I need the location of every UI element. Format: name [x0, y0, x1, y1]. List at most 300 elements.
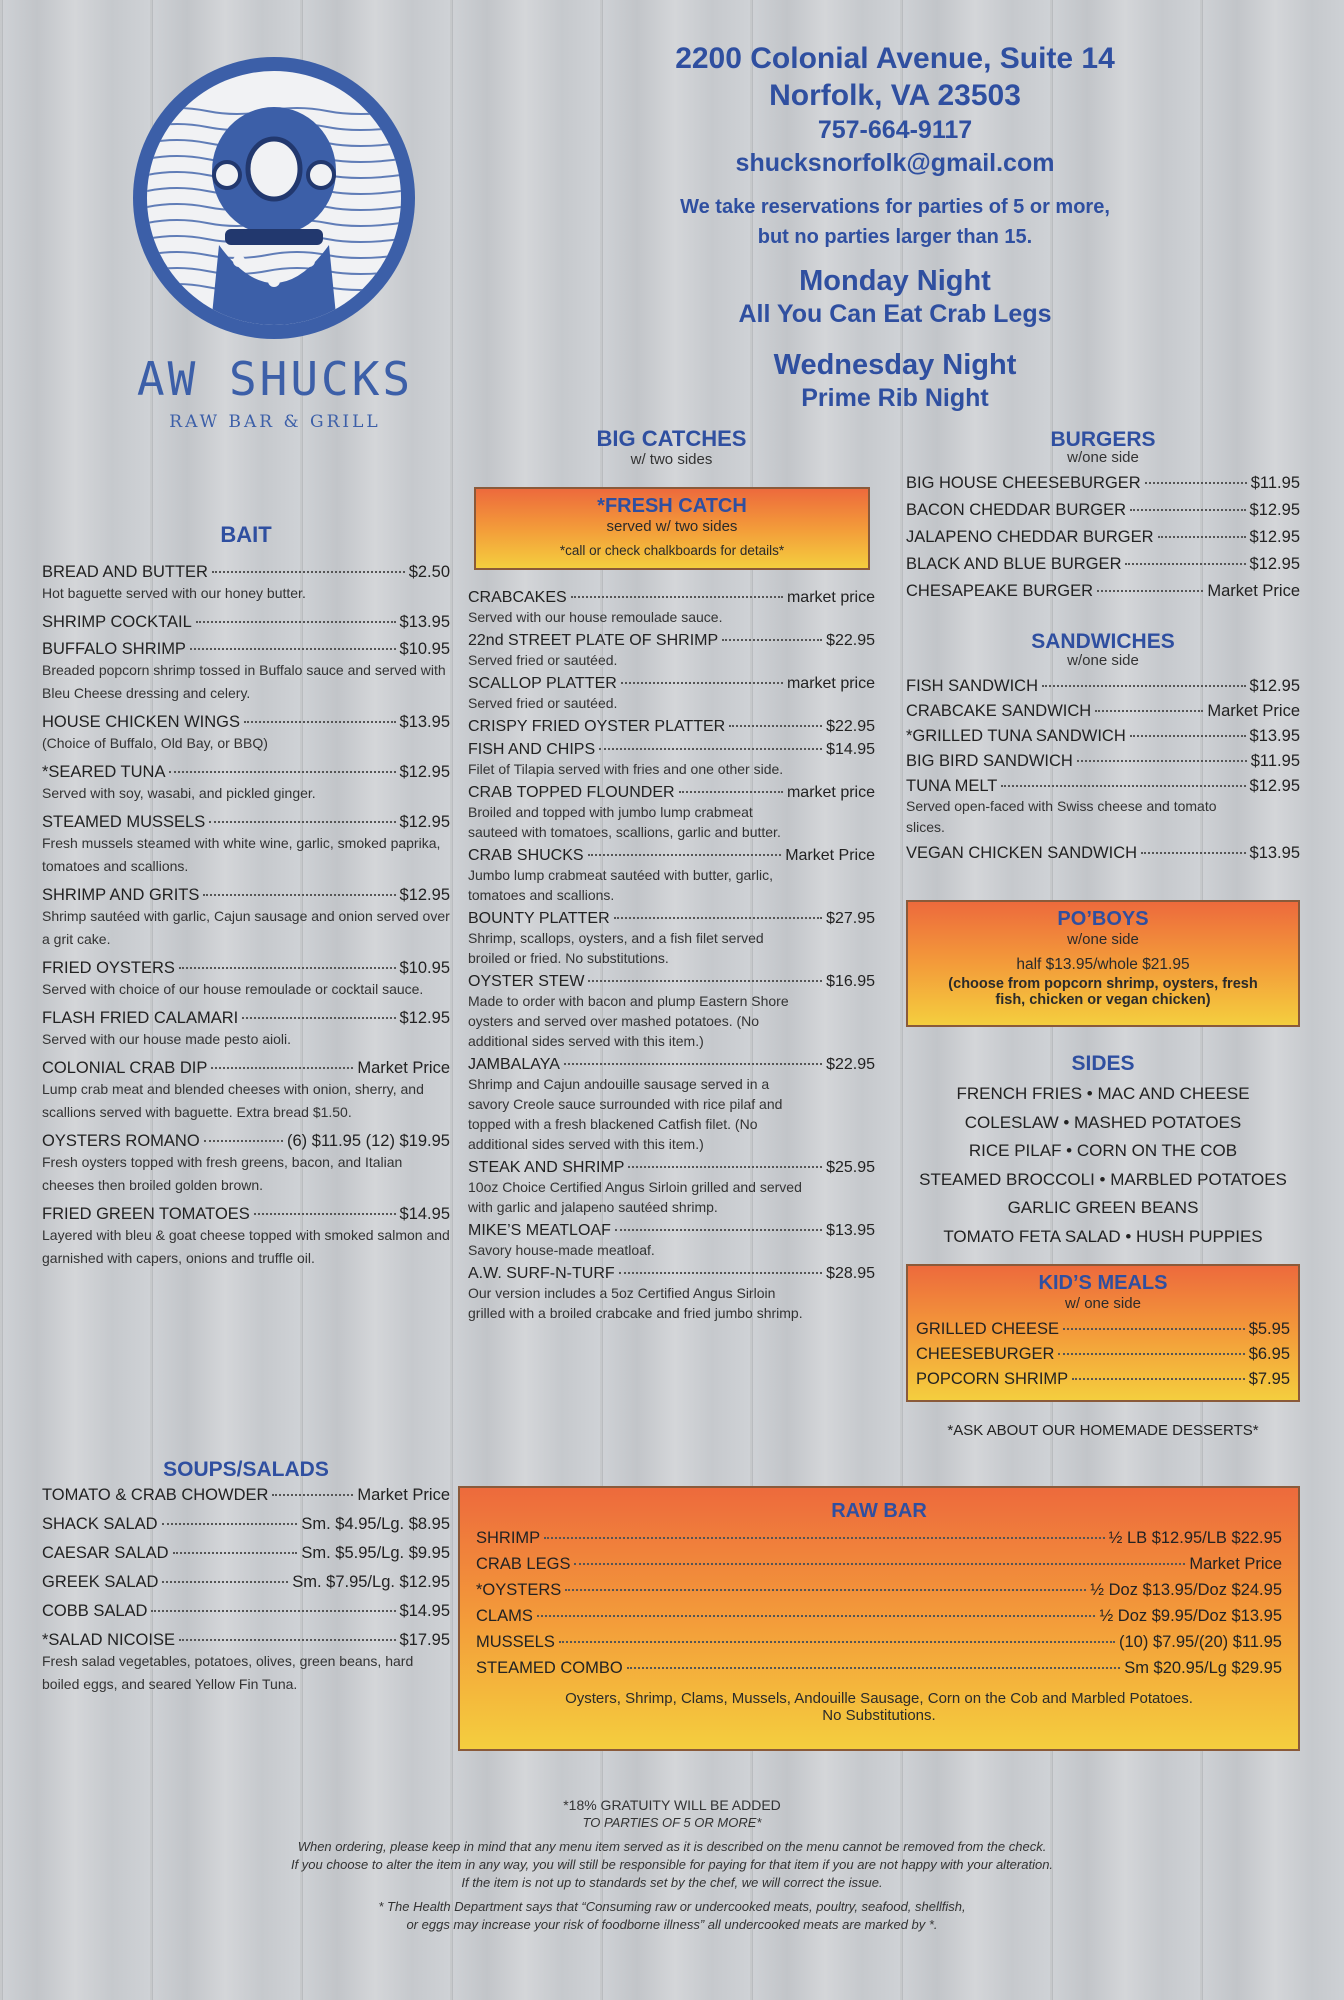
menu-item-name: MUSSELS — [476, 1633, 555, 1651]
menu-item-description: Savory house-made meatloaf. — [468, 1242, 655, 1258]
menu-item-description: Served with soy, wasabi, and pickled ginger. — [42, 785, 316, 801]
logo-tagline: RAW BAR & GRILL — [169, 412, 381, 432]
menu-item-line — [906, 528, 1300, 547]
menu-item-name: COLONIAL CRAB DIP — [42, 1059, 208, 1077]
menu-item-price: $12.95 — [399, 1009, 450, 1027]
dot-leader — [162, 1581, 288, 1583]
sides-line: FRENCH FRIES • MAC AND CHEESE — [956, 1084, 1250, 1103]
dot-leader — [729, 725, 822, 727]
menu-item-price: $13.95 — [826, 1222, 875, 1239]
dot-leader — [628, 1166, 822, 1168]
menu-item-description: Served with choice of our house remoulade or cocktail sauce. — [42, 981, 424, 997]
menu-item-line — [906, 501, 1300, 520]
dot-leader — [1097, 590, 1203, 592]
menu-item — [906, 702, 1300, 721]
menu-item-name: STEAMED COMBO — [476, 1659, 623, 1677]
policy-line-3: If the item is not up to standards set by the chef, we will correct the issue. — [461, 1875, 883, 1890]
footer — [100, 1796, 1244, 1934]
dot-leader — [1125, 563, 1245, 565]
menu-item-description: Fresh oysters topped with fresh greens, bacon, and Italian cheeses then broiled golden brown. — [42, 1154, 403, 1193]
menu-item-price: $10.95 — [399, 959, 450, 977]
menu-item-description: Shrimp and Cajun andouille sausage served in a savory Creole sauce surrounded with rice pilaf and topped with a fresh blackened Catfish filet. (No additional sides served with this item.) — [468, 1076, 783, 1152]
menu-item — [906, 844, 1300, 863]
menu-item — [476, 1529, 1282, 1548]
sides-line: COLESLAW • MASHED POTATOES — [964, 1112, 1242, 1132]
menu-item-line — [476, 1581, 1282, 1600]
menu-item-name: GREEK SALAD — [42, 1573, 159, 1591]
menu-item-description: Served with our house remoulade sauce. — [468, 609, 723, 625]
menu-item-line — [468, 784, 875, 802]
logo-badge — [133, 57, 415, 339]
menu-item-price: $11.95 — [1250, 474, 1300, 492]
menu-item-line — [42, 813, 450, 832]
reservations-line-2: but no parties larger than 15. — [757, 226, 1033, 248]
menu-item-price: $7.95 — [1248, 1370, 1290, 1388]
dot-leader — [1001, 785, 1245, 787]
health-line-1: * The Health Department says that “Consuming raw or undercooked meats, poultry, seafood, shellfish, — [378, 1899, 966, 1914]
menu-item-description: Fresh salad vegetables, potatoes, olives, green beans, hard boiled eggs, and seared Yellow Fin Tuna. — [42, 1653, 414, 1692]
menu-item-description: Lump crab meat and blended cheeses with onion, sherry, and scallions served with baguette. Extra bread $1.50. — [42, 1081, 424, 1120]
menu-item-price: market price — [786, 784, 875, 801]
bait-list — [42, 563, 450, 1278]
menu-item-name: CRISPY FRIED OYSTER PLATTER — [468, 718, 726, 735]
dot-leader — [169, 771, 395, 773]
menu-item-name: *SALAD NICOISE — [42, 1631, 175, 1649]
menu-item-price: $16.95 — [826, 973, 875, 990]
menu-item — [906, 777, 1300, 838]
menu-item-name: CRAB SHUCKS — [468, 847, 584, 864]
menu-item-line — [476, 1659, 1282, 1678]
dot-leader — [212, 571, 405, 573]
burgers-heading: BURGERS — [1050, 428, 1156, 451]
raw-bar-title: RAW BAR — [831, 1500, 927, 1522]
menu-item-name: JALAPENO CHEDDAR BURGER — [906, 528, 1154, 546]
menu-item-name: CRAB TOPPED FLOUNDER — [468, 784, 675, 801]
menu-item-name: CAESAR SALAD — [42, 1544, 169, 1562]
wednesday-title: Wednesday Night — [773, 349, 1017, 381]
menu-item-price: $11.95 — [1250, 752, 1300, 770]
dot-leader — [211, 1067, 353, 1069]
menu-item — [42, 813, 450, 878]
menu-item — [906, 727, 1300, 746]
address-line-1: 2200 Colonial Avenue, Suite 14 — [675, 42, 1115, 75]
menu-item-description: Shrimp sautéed with garlic, Cajun sausage and onion served over a grit cake. — [42, 908, 450, 947]
menu-item — [42, 1515, 450, 1534]
menu-item — [468, 1222, 875, 1260]
menu-item-name: SCALLOP PLATTER — [468, 675, 617, 692]
menu-item-name: *SEARED TUNA — [42, 763, 166, 781]
dot-leader — [272, 1494, 353, 1496]
dot-leader — [1145, 482, 1247, 484]
menu-item-name: FISH AND CHIPS — [468, 741, 596, 758]
raw-bar-list — [476, 1529, 1282, 1678]
menu-item-line — [42, 1631, 450, 1650]
soups-salads-list — [42, 1486, 450, 1706]
menu-item-name: CRABCAKES — [468, 589, 567, 606]
poboys-title: PO’BOYS — [1057, 908, 1149, 930]
menu-item-line — [906, 844, 1300, 863]
menu-item-name: TUNA MELT — [906, 777, 998, 795]
menu-item-line — [916, 1345, 1290, 1364]
dot-leader — [588, 854, 782, 856]
menu-item-line — [476, 1529, 1282, 1548]
menu-item — [42, 1205, 450, 1270]
menu-item — [468, 675, 875, 713]
menu-item-name: OYSTERS ROMANO — [42, 1132, 200, 1150]
dot-leader — [537, 1615, 1096, 1617]
menu-item-line — [42, 563, 450, 582]
menu-item-name: SHRIMP — [476, 1529, 541, 1547]
menu-item-line — [906, 677, 1300, 696]
menu-item — [468, 1056, 875, 1154]
monday-title: Monday Night — [799, 265, 991, 297]
sides-line: STEAMED BROCCOLI • MARBLED POTATOES — [919, 1169, 1287, 1189]
diver-helmet-icon — [147, 71, 401, 325]
poboys-sub: w/one side — [1067, 931, 1139, 948]
menu-item-description: Served fried or sautéed. — [468, 695, 618, 711]
dot-leader — [1158, 536, 1246, 538]
menu-item — [906, 528, 1300, 547]
policy-line-2: If you choose to alter the item in any way, you will still be responsible for paying for that item if you are not happy with your alteration. — [290, 1857, 1054, 1872]
menu-item-price: Market Price — [1189, 1555, 1282, 1573]
menu-item — [468, 1265, 875, 1323]
sides-heading: SIDES — [1071, 1052, 1135, 1075]
menu-item-line — [468, 847, 875, 865]
dot-leader — [1130, 735, 1246, 737]
menu-item-line — [468, 718, 875, 736]
dot-leader — [722, 639, 822, 641]
menu-item-name: FLASH FRIED CALAMARI — [42, 1009, 239, 1027]
menu-item-description: Jumbo lump crabmeat sautéed with butter, garlic, tomatoes and scallions. — [468, 867, 774, 903]
menu-item-price: $14.95 — [399, 1205, 450, 1223]
dot-leader — [1141, 852, 1246, 854]
sandwiches-heading: SANDWICHES — [1031, 630, 1175, 653]
menu-item — [42, 1631, 450, 1696]
menu-item-price: (10) $7.95/(20) $11.95 — [1119, 1633, 1282, 1651]
menu-item-line — [42, 1515, 450, 1534]
menu-item-price: $5.95 — [1248, 1320, 1290, 1338]
menu-item — [906, 555, 1300, 574]
menu-item-description: Filet of Tilapia served with fries and one other side. — [468, 761, 784, 777]
menu-item-price: $6.95 — [1248, 1345, 1290, 1363]
wednesday-special: Prime Rib Night — [801, 384, 989, 412]
logo-brand-name: AW SHUCKS — [136, 352, 414, 406]
menu-item-name: HOUSE CHICKEN WINGS — [42, 713, 241, 731]
raw-bar-box — [458, 1486, 1300, 1751]
menu-item-price: ½ Doz $13.95/Doz $24.95 — [1090, 1581, 1282, 1599]
menu-item-description: Served with our house made pesto aioli. — [42, 1031, 292, 1047]
menu-item — [42, 763, 450, 805]
menu-item-line — [468, 1159, 875, 1177]
menu-item — [468, 847, 875, 905]
menu-item-name: BIG BIRD SANDWICH — [906, 752, 1073, 770]
menu-item — [468, 632, 875, 670]
menu-item-name: CHEESEBURGER — [916, 1345, 1055, 1363]
menu-item-price: $13.95 — [1249, 844, 1300, 862]
raw-bar-note-2: No Substitutions. — [822, 1707, 936, 1724]
menu-item — [468, 910, 875, 968]
menu-item-price: $25.95 — [826, 1159, 875, 1176]
menu-item — [42, 1573, 450, 1592]
menu-item-name: 22nd STREET PLATE OF SHRIMP — [468, 632, 719, 649]
menu-item-line — [906, 555, 1300, 574]
menu-item-name: SHRIMP COCKTAIL — [42, 613, 192, 631]
poboys-box — [906, 900, 1300, 1027]
dot-leader — [244, 721, 396, 723]
menu-item-price: $22.95 — [826, 632, 875, 649]
menu-item-price: $10.95 — [399, 640, 450, 658]
menu-item-line — [468, 675, 875, 693]
fresh-catch-note: *call or check chalkboards for details* — [559, 543, 785, 558]
menu-item-description: Fresh mussels steamed with white wine, garlic, smoked paprika, tomatoes and scallions. — [42, 835, 441, 874]
menu-item — [476, 1633, 1282, 1652]
desserts-note: *ASK ABOUT OUR HOMEMADE DESSERTS* — [947, 1422, 1259, 1439]
menu-item-name: STEAK AND SHRIMP — [468, 1159, 625, 1176]
menu-item — [42, 1009, 450, 1051]
monday-special: All You Can Eat Crab Legs — [738, 300, 1052, 328]
menu-item-price: $28.95 — [826, 1265, 875, 1282]
menu-item-price: Sm. $5.95/Lg. $9.95 — [301, 1544, 450, 1562]
dot-leader — [1077, 760, 1247, 762]
dot-leader — [1130, 509, 1246, 511]
menu-item — [468, 741, 875, 779]
menu-item-price: Market Price — [1207, 702, 1300, 720]
menu-item-line — [468, 973, 875, 991]
menu-item-name: CLAMS — [476, 1607, 533, 1625]
menu-item-price: Market Price — [357, 1059, 450, 1077]
menu-item — [468, 589, 875, 627]
gratuity-line-2: TO PARTIES OF 5 OR MORE* — [582, 1815, 762, 1830]
menu-item — [42, 613, 450, 632]
dot-leader — [559, 1641, 1115, 1643]
menu-item — [476, 1607, 1282, 1626]
menu-item-price: $13.95 — [399, 713, 450, 731]
menu-item — [916, 1345, 1290, 1364]
menu-item-price: $12.95 — [399, 886, 450, 904]
menu-item-price: $2.50 — [408, 563, 450, 581]
menu-item-price: $12.95 — [1249, 555, 1300, 573]
menu-item-line — [42, 1132, 450, 1151]
dot-leader — [627, 1667, 1121, 1669]
menu-item-name: TOMATO & CRAB CHOWDER — [42, 1486, 269, 1504]
sides-line: RICE PILAF • CORN ON THE COB — [968, 1141, 1238, 1160]
menu-item — [906, 501, 1300, 520]
menu-item — [42, 1059, 450, 1124]
sandwiches-list — [906, 677, 1300, 869]
menu-item-name: CHESAPEAKE BURGER — [906, 582, 1094, 600]
menu-item-line — [42, 640, 450, 659]
menu-item-description: Made to order with bacon and plump Eastern Shore oysters and served over mashed potatoes. (No additional sides served with this item.) — [468, 993, 789, 1049]
dot-leader — [254, 1213, 396, 1215]
menu-item-name: A.W. SURF-N-TURF — [468, 1265, 615, 1282]
menu-item-price: $17.95 — [399, 1631, 450, 1649]
big-catches-list — [468, 589, 875, 1328]
big-catches-sub: w/ two sides — [630, 451, 713, 468]
menu-item-price: $14.95 — [826, 741, 875, 758]
menu-item-name: FRIED GREEN TOMATOES — [42, 1205, 250, 1223]
menu-item-line — [42, 959, 450, 978]
menu-item-description: Served fried or sautéed. — [468, 652, 618, 668]
menu-item-description: Served open-faced with Swiss cheese and tomato slices. — [906, 798, 1217, 835]
menu-item-name: BREAD AND BUTTER — [42, 563, 208, 581]
menu-item-line — [468, 589, 875, 607]
menu-item-name: OYSTER STEW — [468, 973, 585, 990]
dot-leader — [679, 791, 783, 793]
gratuity-line-1: *18% GRATUITY WILL BE ADDED — [563, 1797, 781, 1813]
menu-item-description: Broiled and topped with jumbo lump crabmeat sauteed with tomatoes, scallions, garlic and butter. — [468, 804, 781, 840]
menu-item-description: (Choice of Buffalo, Old Bay, or BBQ) — [42, 735, 268, 751]
menu-item-price: $22.95 — [826, 1056, 875, 1073]
menu-item-price: $13.95 — [1249, 727, 1300, 745]
menu-item-line — [42, 1544, 450, 1563]
dot-leader — [599, 748, 822, 750]
email-address[interactable]: shucksnorfolk@gmail.com — [735, 149, 1055, 177]
phone-number[interactable]: 757-664-9117 — [817, 116, 973, 144]
menu-item-line — [42, 763, 450, 782]
dot-leader — [179, 967, 396, 969]
dot-leader — [621, 682, 783, 684]
menu-item-line — [906, 727, 1300, 746]
raw-bar-note-1: Oysters, Shrimp, Clams, Mussels, Andouille Sausage, Corn on the Cob and Marbled Potatoes. — [565, 1690, 1193, 1707]
dot-leader — [196, 621, 396, 623]
menu-item — [468, 973, 875, 1051]
menu-item-description: Layered with bleu & goat cheese topped with smoked salmon and garnished with capers, onions and truffle oil. — [42, 1227, 450, 1266]
menu-item-price: $22.95 — [826, 718, 875, 735]
dot-leader — [1095, 710, 1203, 712]
menu-item — [42, 1132, 450, 1197]
policy-line-1: When ordering, please keep in mind that any menu item served as it is described on the menu cannot be removed from the check. — [297, 1839, 1047, 1854]
menu-item — [476, 1555, 1282, 1574]
dot-leader — [1063, 1328, 1245, 1330]
burgers-list — [906, 474, 1300, 609]
dot-leader — [1042, 685, 1246, 687]
menu-item-name: BUFFALO SHRIMP — [42, 640, 186, 658]
menu-item-line — [468, 632, 875, 650]
menu-item-line — [42, 1059, 450, 1078]
dot-leader — [209, 821, 395, 823]
menu-item-name: *GRILLED TUNA SANDWICH — [906, 727, 1126, 745]
dot-leader — [564, 1063, 822, 1065]
menu-item-line — [916, 1320, 1290, 1339]
menu-item-name: GRILLED CHEESE — [916, 1320, 1060, 1338]
menu-item-price: Sm $20.95/Lg $29.95 — [1124, 1659, 1282, 1677]
soups-salads-heading: SOUPS/SALADS — [163, 1458, 329, 1481]
dot-leader — [614, 917, 822, 919]
dot-leader — [173, 1552, 298, 1554]
menu-item-price: Market Price — [357, 1486, 450, 1504]
menu-item-name: STEAMED MUSSELS — [42, 813, 206, 831]
menu-item-price: $27.95 — [826, 910, 875, 927]
menu-item-name: BOUNTY PLATTER — [468, 910, 610, 927]
menu-item-name: CRAB LEGS — [476, 1555, 571, 1573]
menu-item-line — [42, 886, 450, 905]
menu-item — [42, 713, 450, 755]
menu-item-name: SHRIMP AND GRITS — [42, 886, 200, 904]
menu-item — [42, 1544, 450, 1563]
menu-item-description: Hot baguette served with our honey butter. — [42, 585, 306, 601]
big-catches-heading: BIG CATCHES — [596, 426, 747, 451]
menu-item-name: MIKE’S MEATLOAF — [468, 1222, 611, 1239]
menu-item-name: COBB SALAD — [42, 1602, 148, 1620]
dot-leader — [574, 1563, 1185, 1565]
menu-item-price: $12.95 — [399, 813, 450, 831]
menu-item-description: Our version includes a 5oz Certified Angus Sirloin grilled with a broiled crabcake and fried jumbo shrimp. — [468, 1285, 803, 1321]
menu-item-description: Breaded popcorn shrimp tossed in Buffalo sauce and served with Bleu Cheese dressing and celery. — [42, 662, 446, 701]
dot-leader — [1072, 1378, 1245, 1380]
kids-meals-title: KID’S MEALS — [1038, 1272, 1168, 1294]
menu-item — [468, 784, 875, 842]
fresh-catch-sub: served w/ two sides — [606, 518, 738, 535]
menu-item-name: *OYSTERS — [476, 1581, 562, 1599]
menu-item-price: $12.95 — [1249, 677, 1300, 695]
menu-item-name: FRIED OYSTERS — [42, 959, 175, 977]
sides-line: GARLIC GREEN BEANS — [1007, 1198, 1199, 1217]
menu-item — [906, 474, 1300, 493]
menu-item-line — [906, 777, 1300, 796]
bait-heading: BAIT — [220, 522, 272, 547]
dot-leader — [203, 894, 395, 896]
fresh-catch-box — [474, 487, 870, 570]
menu-item-name: SHACK SALAD — [42, 1515, 158, 1533]
dot-leader — [179, 1639, 396, 1641]
menu-item-name: FISH SANDWICH — [906, 677, 1038, 695]
menu-item-price: market price — [786, 589, 875, 606]
menu-item-line — [476, 1555, 1282, 1574]
menu-item — [916, 1370, 1290, 1389]
menu-item-price: Sm. $4.95/Lg. $8.95 — [301, 1515, 450, 1533]
menu-item — [42, 1602, 450, 1621]
poboys-price: half $13.95/whole $21.95 — [1016, 956, 1190, 973]
menu-item-price: $14.95 — [399, 1602, 450, 1620]
menu-item — [476, 1581, 1282, 1600]
menu-item — [476, 1659, 1282, 1678]
menu-item — [916, 1320, 1290, 1339]
dot-leader — [615, 1229, 822, 1231]
menu-item-name: VEGAN CHICKEN SANDWICH — [906, 844, 1138, 862]
menu-item — [42, 959, 450, 1001]
menu-item-price: Market Price — [785, 847, 875, 864]
menu-item-line — [42, 1602, 450, 1621]
menu-item-name: JAMBALAYA — [468, 1056, 560, 1073]
dot-leader — [1058, 1353, 1244, 1355]
menu-item — [42, 640, 450, 705]
menu-item-price: $12.95 — [1249, 777, 1300, 795]
menu-item-description: 10oz Choice Certified Angus Sirloin grilled and served with garlic and jalapeno sautéed shrimp. — [468, 1179, 802, 1215]
menu-item-name: BIG HOUSE CHEESEBURGER — [906, 474, 1141, 492]
dot-leader — [619, 1272, 822, 1274]
menu-item-line — [916, 1370, 1290, 1389]
kids-meals-sub: w/ one side — [1065, 1295, 1141, 1312]
menu-item-name: BACON CHEDDAR BURGER — [906, 501, 1127, 519]
sides-list — [906, 1080, 1300, 1251]
menu-item-line — [906, 702, 1300, 721]
menu-item-price: $12.95 — [1249, 528, 1300, 546]
menu-item-line — [476, 1607, 1282, 1626]
dot-leader — [571, 596, 783, 598]
menu-item-description: Shrimp, scallops, oysters, and a fish filet served broiled or fried. No substitutions. — [468, 930, 764, 966]
menu-item-price: ½ Doz $9.95/Doz $13.95 — [1099, 1607, 1282, 1625]
dot-leader — [204, 1140, 283, 1142]
menu-item — [468, 1159, 875, 1217]
menu-item-line — [468, 1056, 875, 1074]
sandwiches-sub: w/one side — [1067, 652, 1139, 669]
menu-item-name: POPCORN SHRIMP — [916, 1370, 1069, 1388]
dot-leader — [242, 1017, 395, 1019]
menu-item-price: market price — [786, 675, 875, 692]
dot-leader — [190, 648, 396, 650]
dot-leader — [151, 1610, 395, 1612]
menu-item-line — [906, 752, 1300, 771]
